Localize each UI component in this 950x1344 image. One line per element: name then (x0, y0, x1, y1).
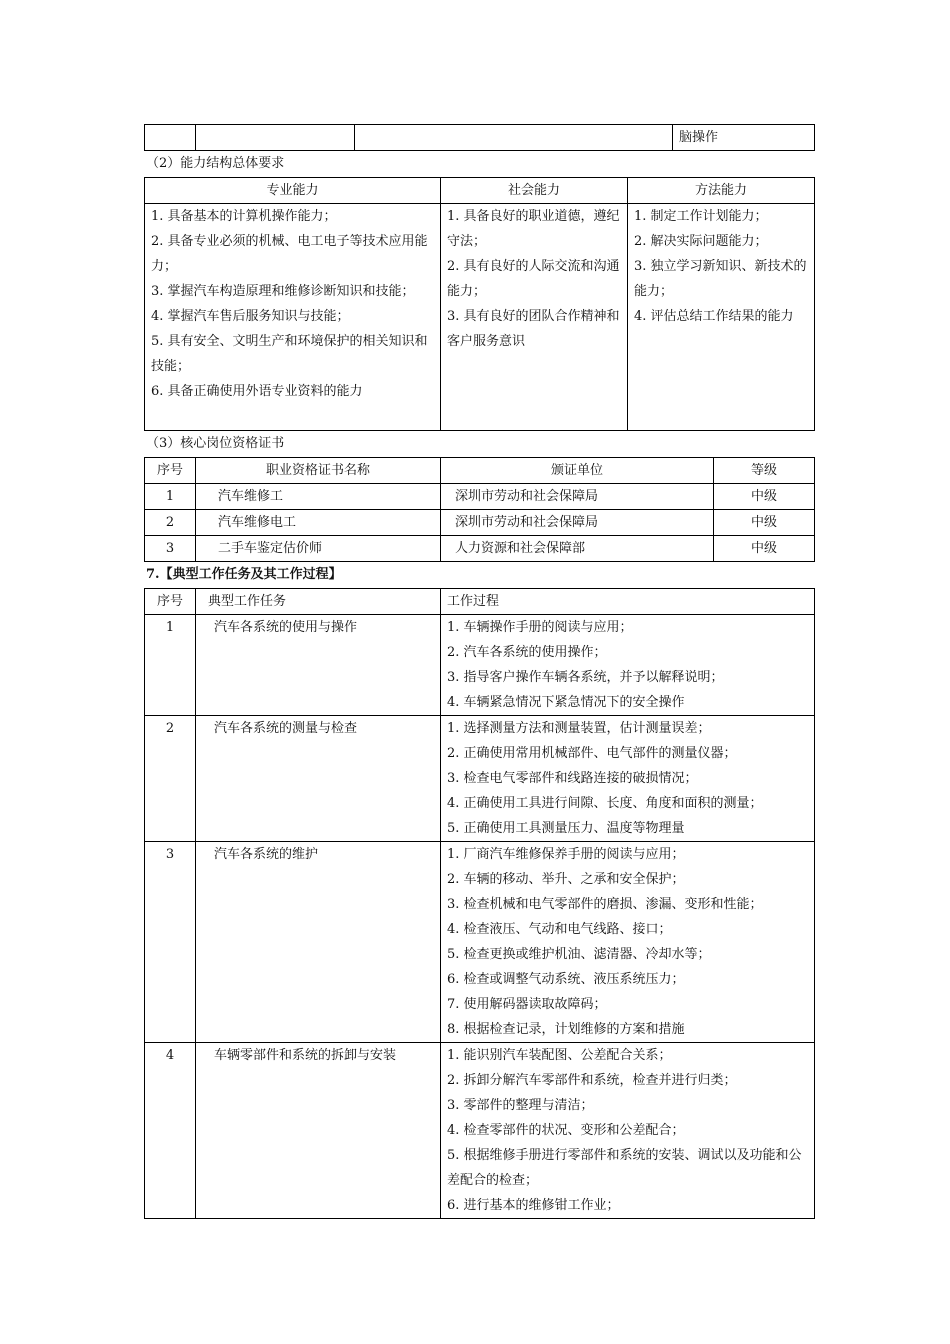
table-row (145, 716, 815, 842)
list-item: 4. 检查液压、气动和电气线路、接口； (447, 922, 672, 937)
list-item: 1. 能识别汽车装配图、公差配合关系； (447, 1048, 672, 1063)
cell-no: 3 (145, 842, 196, 1043)
cell-level: 中级 (714, 484, 815, 510)
section7-caption: 7.【典型工作任务及其工作过程】 (146, 567, 342, 582)
list-item: 7. 使用解码器读取故障码； (447, 997, 607, 1012)
social-list (441, 204, 628, 431)
list-item: 2. 正确使用常用机械部件、电气部件的测量仪器； (447, 746, 737, 761)
header-process: 工作过程 (441, 589, 815, 615)
document-page (144, 124, 814, 1219)
list-item: 3. 独立学习新知识、新技术的能力； (634, 259, 807, 299)
list-item: 2. 车辆的移动、举升、之承和安全保护； (447, 872, 685, 887)
table-row (145, 536, 815, 562)
list-item: 3. 具有良好的团队合作精神和客户服务意识 (447, 309, 620, 349)
list-item: 4. 正确使用工具进行间隙、长度、角度和面积的测量； (447, 796, 763, 811)
header-no: 序号 (145, 589, 196, 615)
top-fragment-table (144, 124, 815, 151)
list-item: 4. 评估总结工作结果的能力 (634, 309, 794, 324)
list-item: 2. 具有良好的人际交流和沟通能力； (447, 259, 620, 299)
section3-caption: （3）核心岗位资格证书 (146, 436, 285, 451)
cell-no: 3 (145, 536, 196, 562)
header-task: 典型工作任务 (196, 589, 441, 615)
list-item: 4. 车辆紧急情况下紧急情况下的安全操作 (447, 695, 685, 710)
list-item: 4. 检查零部件的状况、变形和公差配合； (447, 1123, 685, 1138)
list-item: 5. 正确使用工具测量压力、温度等物理量 (447, 821, 685, 836)
list-item: 6. 进行基本的维修钳工作业； (447, 1198, 620, 1213)
cell-no: 2 (145, 716, 196, 842)
list-item: 1. 选择测量方法和测量装置，估计测量误差； (447, 721, 711, 736)
cell-cert-name: 二手车鉴定估价师 (196, 536, 441, 562)
list-item: 1. 制定工作计划能力； (634, 209, 768, 224)
list-item: 8. 根据检查记录，计划维修的方案和措施 (447, 1022, 685, 1037)
list-item: 4. 掌握汽车售后服务知识与技能； (151, 309, 350, 324)
list-item: 3. 零部件的整理与清洁； (447, 1098, 594, 1113)
cell-level: 中级 (714, 536, 815, 562)
list-item: 3. 检查电气零部件和线路连接的破损情况； (447, 771, 698, 786)
task-table (144, 588, 815, 1219)
list-item: 2. 具备专业必须的机械、电工电子等技术应用能力； (151, 234, 428, 274)
list-item: 2. 拆卸分解汽车零部件和系统，检查并进行归类； (447, 1073, 737, 1088)
professional-list (145, 204, 441, 431)
cell-no: 2 (145, 510, 196, 536)
cell-no: 1 (145, 615, 196, 716)
header-no: 序号 (145, 458, 196, 484)
cell-task: 汽车各系统的维护 (196, 842, 441, 1043)
method-list (628, 204, 815, 431)
fragment-cell-text: 脑操作 (673, 125, 815, 151)
cell-task: 汽车各系统的使用与操作 (196, 615, 441, 716)
table-row (145, 484, 815, 510)
cell-level: 中级 (714, 510, 815, 536)
cell-process (441, 615, 815, 716)
cell-process (441, 1043, 815, 1219)
cell-cert-name: 汽车维修电工 (196, 510, 441, 536)
cell-issuer: 深圳市劳动和社会保障局 (441, 510, 714, 536)
list-item: 3. 检查机械和电气零部件的磨损、渗漏、变形和性能； (447, 897, 763, 912)
cell-task: 车辆零部件和系统的拆卸与安装 (196, 1043, 441, 1219)
list-item: 5. 根据维修手册进行零部件和系统的安装、调试以及功能和公差配合的检查； (447, 1148, 802, 1188)
list-item: 5. 具有安全、文明生产和环境保护的相关知识和技能； (151, 334, 428, 374)
header-cert-name: 职业资格证书名称 (196, 458, 441, 484)
list-item: 6. 具备正确使用外语专业资料的能力 (151, 384, 363, 399)
cell-cert-name: 汽车维修工 (196, 484, 441, 510)
header-level: 等级 (714, 458, 815, 484)
cell-issuer: 深圳市劳动和社会保障局 (441, 484, 714, 510)
list-item: 3. 指导客户操作车辆各系统，并予以解释说明； (447, 670, 724, 685)
cell-process (441, 716, 815, 842)
certificate-table (144, 457, 815, 562)
table-row (145, 510, 815, 536)
cell-issuer: 人力资源和社会保障部 (441, 536, 714, 562)
list-item: 3. 掌握汽车构造原理和维修诊断知识和技能； (151, 284, 415, 299)
list-item: 2. 解决实际问题能力； (634, 234, 768, 249)
list-item: 1. 具备基本的计算机操作能力； (151, 209, 337, 224)
list-item: 5. 检查更换或维护机油、滤清器、冷却水等； (447, 947, 711, 962)
cell-no: 4 (145, 1043, 196, 1219)
fragment-cell (196, 125, 355, 151)
header-issuer: 颁证单位 (441, 458, 714, 484)
table-row (145, 615, 815, 716)
fragment-cell (145, 125, 196, 151)
table-row (145, 842, 815, 1043)
list-item: 2. 汽车各系统的使用操作； (447, 645, 607, 660)
ability-table (144, 177, 815, 431)
cell-task: 汽车各系统的测量与检查 (196, 716, 441, 842)
header-method: 方法能力 (628, 178, 815, 204)
list-item: 1. 车辆操作手册的阅读与应用； (447, 620, 633, 635)
fragment-cell (355, 125, 673, 151)
header-social: 社会能力 (441, 178, 628, 204)
list-item: 1. 具备良好的职业道德，遵纪守法； (447, 209, 620, 249)
cell-process (441, 842, 815, 1043)
list-item: 6. 检查或调整气动系统、液压系统压力； (447, 972, 685, 987)
list-item: 1. 厂商汽车维修保养手册的阅读与应用； (447, 847, 685, 862)
table-row (145, 1043, 815, 1219)
cell-no: 1 (145, 484, 196, 510)
header-professional: 专业能力 (145, 178, 441, 204)
section2-caption: （2）能力结构总体要求 (146, 156, 285, 171)
